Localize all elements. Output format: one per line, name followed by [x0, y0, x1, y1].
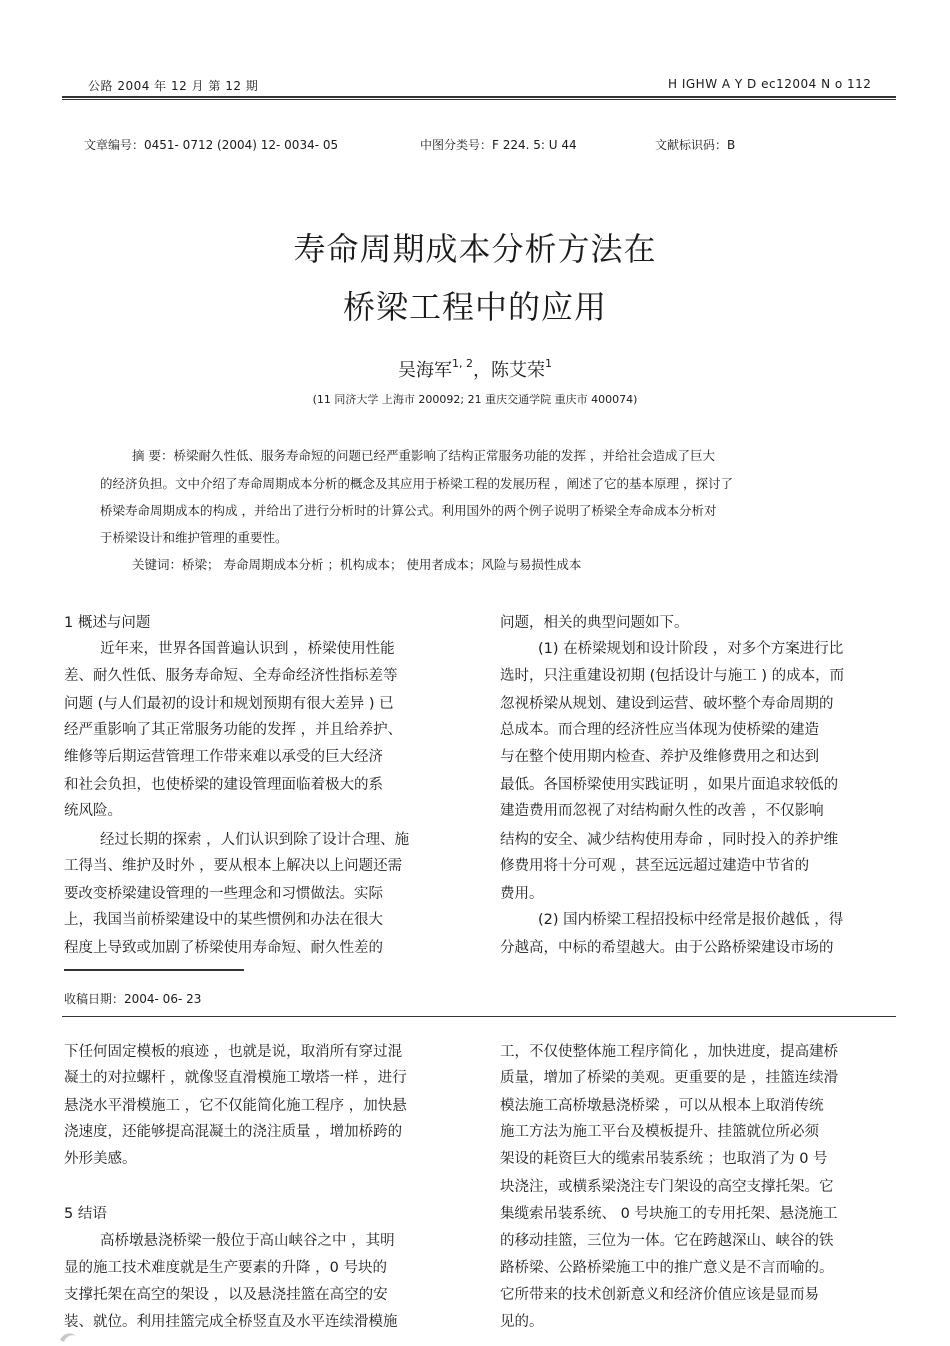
body-line: 维修等后期运营管理工作带来难以承受的巨大经济: [64, 749, 383, 765]
classification-number: 中图分类号：F 224. 5: U 44: [420, 138, 577, 152]
article-number: 文章编号：0451- 0712 (2004) 12- 0034- 05: [84, 138, 339, 152]
footnote-rule: [64, 969, 244, 971]
section-heading: 1 概述与问题: [64, 615, 151, 631]
author-2-affil: 1: [545, 357, 552, 370]
body-line: 浇速度，还能够提高混凝土的浇注质量 ，增加桥跨的: [64, 1124, 403, 1140]
author-separator: ，: [473, 360, 491, 381]
body-line: 最低。各国桥梁使用实践证明 ，如果片面追求较低的: [500, 777, 839, 793]
body-line: 建造费用而忽视了对结构耐久性的改善 ，不仅影响: [500, 803, 824, 819]
watermark-logo-icon: [56, 1330, 82, 1344]
body-line: 差、耐久性低、服务寿命短、全寿命经济性指标差等: [64, 668, 398, 684]
body-line: 修费用将十分可观 ，甚至远远超过建造中节省的: [500, 858, 810, 874]
body-line: 施工方法为施工平台及模板提升、挂篮就位所必须: [500, 1124, 819, 1140]
body-line: 近年来，世界各国普遍认识到 ，桥梁使用性能: [100, 641, 395, 657]
body-line: 的移动挂篮，三位为一体。它在跨越深山、峡谷的铁: [500, 1233, 834, 1249]
body-line: 与在整个使用期内检查、养护及维修费用之和达到: [500, 749, 819, 765]
abstract-line: 的经济负担。文中介绍了寿命周期成本分析的概念及其应用于桥梁工程的发展历程 ，阐述了它的基本原理 ，探讨了: [100, 476, 733, 491]
body-line: 程度上导致或加剧了桥梁使用寿命短、耐久性差的: [64, 940, 383, 956]
running-header-left: 公路 2004 年 12 月 第 12 期: [88, 79, 259, 93]
author-2: 陈艾荣: [491, 360, 545, 381]
body-line: 费用。: [500, 886, 544, 902]
running-header-right: H IGHW A Y D ec12004 N o 112: [668, 77, 872, 91]
body-line: 选时，只注重建设初期 (包括设计与施工 ) 的成本，而: [500, 668, 845, 684]
affiliation: (11 同济大学 上海市 200092; 21 重庆交通学院 重庆市 400074): [312, 393, 638, 406]
paper-title-line-2: 桥梁工程中的应用: [342, 288, 607, 326]
document-code: 文献标识码：B: [655, 138, 736, 152]
body-line: 高桥墩悬浇桥梁一般位于高山峡谷之中 ，其明: [100, 1233, 395, 1249]
body-line: 结构的安全、减少结构使用寿命 ，同时投入的养护维: [500, 832, 839, 848]
body-line: 路桥梁、公路桥梁施工中的推广意义是不言而喻的。: [500, 1260, 834, 1276]
body-line: 装、就位。利用挂篮完成全桥竖直及水平连续滑模施: [64, 1314, 398, 1330]
body-line: 分越高，中标的希望越大。由于公路桥梁建设市场的: [500, 940, 834, 956]
body-line: 块浇注，或横系梁浇注专门架设的高空支撑托架。它: [500, 1179, 834, 1195]
body-line: 凝土的对拉螺杆 ，就像竖直滑模施工墩塔一样 ，进行: [64, 1070, 407, 1086]
body-line: (2) 国内桥梁工程招投标中经常是报价越低 ，得: [538, 912, 844, 928]
body-line: 它所带来的技术创新意义和经济价值应该是显而易: [500, 1287, 819, 1303]
paper-title-line-1: 寿命周期成本分析方法在: [293, 230, 657, 268]
body-line: 统风险。: [64, 803, 122, 819]
page-divider: [62, 1016, 896, 1017]
header-rule: [62, 96, 896, 98]
body-line: 下任何固定模板的痕迹 ，也就是说，取消所有穿过混: [64, 1044, 403, 1060]
body-line: 经严重影响了其正常服务功能的发挥 ，并且给养护、: [64, 722, 403, 738]
body-line: 显的施工技术难度就是生产要素的升降 ，0 号块的: [64, 1260, 387, 1276]
body-line: 工，不仅使整体施工程序简化 ，加快进度，提高建桥: [500, 1044, 839, 1060]
body-line: 问题 (与人们最初的设计和规划预期有很大差异 ) 已: [64, 696, 394, 712]
body-line: 工得当、维护及时外 ，要从根本上解决以上问题还需: [64, 858, 403, 874]
body-line: 见的。: [500, 1314, 544, 1330]
body-line: 外形美感。: [64, 1151, 137, 1167]
body-line: 架设的耗资巨大的缆索吊装系统 ；也取消了为 0 号: [500, 1151, 828, 1167]
body-line: 经过长期的探索 ，人们认识到除了设计合理、施: [100, 832, 410, 848]
header-rule-thin: [62, 99, 896, 100]
body-line: 模法施工高桥墩悬浇桥梁 ，可以从根本上取消传统: [500, 1098, 824, 1114]
received-date: 收稿日期：2004- 06- 23: [64, 992, 202, 1006]
abstract-line: 于桥梁设计和维护管理的重要性。: [100, 530, 288, 545]
body-line: 忽视桥梁从规划、建设到运营、破坏整个寿命周期的: [500, 696, 834, 712]
body-line: 质量，增加了桥梁的美观。更重要的是 ，挂篮连续滑: [500, 1070, 839, 1086]
section-heading: 5 结语: [64, 1206, 107, 1222]
abstract-line: 桥梁寿命周期成本的构成 ，并给出了进行分析时的计算公式。利用国外的两个例子说明了桥梁全寿命成本分析对: [100, 503, 717, 518]
body-line: 问题，相关的典型问题如下。: [500, 615, 689, 631]
body-line: 要改变桥梁建设管理的一些理念和习惯做法。实际: [64, 886, 383, 902]
keywords: 关键词：桥梁； 寿命周期成本分析 ；机构成本； 使用者成本；风险与易损性成本: [132, 557, 582, 572]
body-line: 支撑托架在高空的架设 ，以及悬浇挂篮在高空的安: [64, 1287, 388, 1303]
body-line: 和社会负担，也使桥梁的建设管理面临着极大的系: [64, 777, 383, 793]
author-1: 吴海军: [398, 360, 452, 381]
author-1-affil: 1, 2: [452, 357, 473, 370]
authors: [0, 356, 950, 382]
abstract-line: 摘 要：桥梁耐久性低、服务寿命短的问题已经严重影响了结构正常服务功能的发挥 ，并给社会造成了巨大: [132, 448, 715, 463]
body-line: (1) 在桥梁规划和设计阶段 ，对多个方案进行比: [538, 641, 844, 657]
body-line: 悬浇水平滑模施工 ，它不仅能简化施工程序 ，加快悬: [64, 1098, 407, 1114]
body-line: 总成本。而合理的经济性应当体现为使桥梁的建造: [500, 722, 819, 738]
body-line: 上，我国当前桥梁建设中的某些惯例和办法在很大: [64, 912, 383, 928]
body-line: 集缆索吊装系统、 0 号块施工的专用托架、悬浇施工: [500, 1206, 838, 1222]
